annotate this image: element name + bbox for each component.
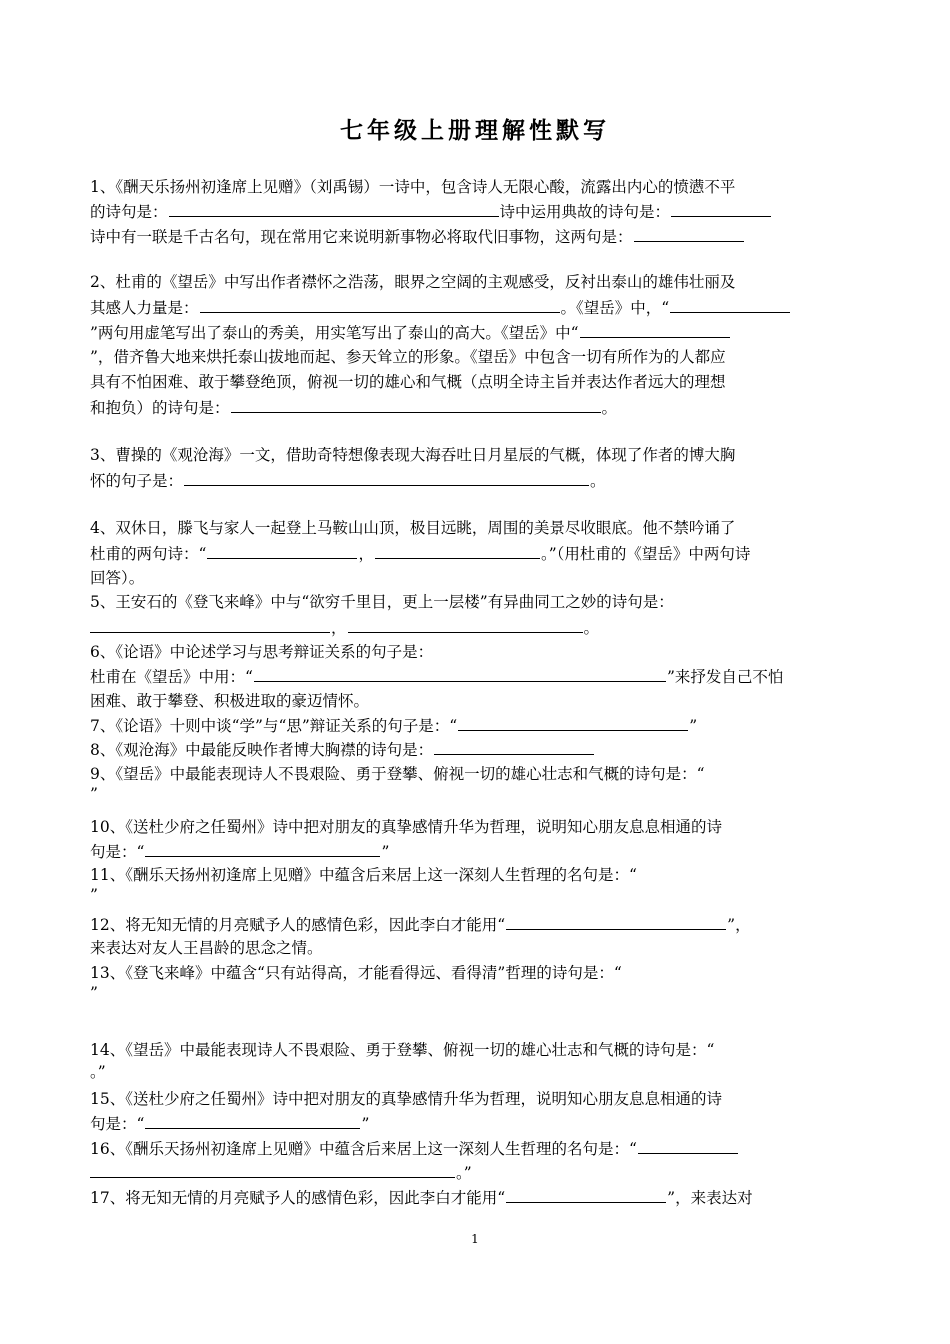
answer-blank[interactable]: [90, 615, 330, 633]
q5-text: ，: [331, 619, 347, 637]
q2-text: ”两句用虚笔写出了泰山的秀美，用实笔写出了泰山的高大。《望岳》中“: [90, 324, 579, 342]
q6-text: ”来抒发自己不怕: [666, 668, 784, 686]
answer-blank[interactable]: [671, 199, 771, 217]
q14-line-2: 。”: [90, 1063, 106, 1081]
q8-line: [90, 737, 860, 761]
q7-text: ”: [689, 717, 698, 735]
q2-line-6: [90, 395, 860, 419]
q12-text: 12、将无知无情的月亮赋予人的感情色彩，因此李白才能用“: [90, 916, 506, 934]
q11-line-2: ”: [90, 886, 98, 904]
q3-line-1: 3、曹操的《观沧海》一文，借助奇特想像表现大海吞吐日月星辰的气概，体现了作者的博大胸: [90, 446, 736, 464]
q2-text: 其感人力量是：: [90, 299, 199, 317]
answer-blank[interactable]: [145, 1111, 360, 1129]
answer-blank[interactable]: [638, 1136, 738, 1154]
answer-blank[interactable]: [207, 541, 357, 559]
q5-text: 。: [583, 619, 600, 637]
q10-text: ”: [381, 843, 390, 861]
q2-text: 。《望岳》中，“: [560, 299, 670, 317]
answer-blank[interactable]: [145, 839, 380, 857]
q1-text: 的诗句是：: [90, 203, 168, 221]
q17-text: 17、将无知无情的月亮赋予人的感情色彩，因此李白才能用“: [90, 1189, 506, 1207]
answer-blank[interactable]: [254, 664, 666, 682]
q14-line-1: 14、《望岳》中最能表现诗人不畏艰险、勇于登攀、俯视一切的雄心壮志和气概的诗句是：“: [90, 1041, 715, 1059]
answer-blank[interactable]: [348, 615, 583, 633]
q1-line-1: 1、《酬天乐扬州初逢席上见赠》（刘禹锡）一诗中，包含诗人无限心酸，流露出内心的愤懑不平: [90, 178, 736, 196]
q16-line-2: [90, 1160, 860, 1184]
q3-text: 。: [590, 472, 606, 490]
q7-text: 7、《论语》十则中谈“学”与“思”辩证关系的句子是：“: [90, 717, 458, 735]
answer-blank[interactable]: [90, 1160, 455, 1178]
q11-line-1: 11、《酬乐天扬州初逢席上见赠》中蕴含后来居上这一深刻人生哲理的名句是：“: [90, 866, 637, 884]
q9-line-1: 9、《望岳》中最能表现诗人不畏艰险、勇于登攀、俯视一切的雄心壮志和气概的诗句是：“: [90, 765, 705, 783]
q10-text: 句是：“: [90, 843, 145, 861]
q17-text: ”，来表达对: [667, 1189, 753, 1207]
answer-blank[interactable]: [634, 224, 744, 242]
q16-text: 16、《酬乐天扬州初逢席上见赠》中蕴含后来居上这一深刻人生哲理的名句是：“: [90, 1140, 637, 1158]
q1-text: 诗中有一联是千古名句，现在常用它来说明新事物必将取代旧事物，这两句是：: [90, 228, 633, 246]
q5-line-2: [90, 615, 860, 639]
q15-text: ”: [361, 1115, 370, 1133]
answer-blank[interactable]: [506, 912, 726, 930]
q6-text: 杜甫在《望岳》中用：“: [90, 668, 253, 686]
q2-line-3: [90, 320, 860, 344]
q10-line-2: [90, 839, 860, 863]
q4-text: 杜甫的两句诗：“: [90, 545, 207, 563]
q1-text: 诗中运用典故的诗句是：: [499, 203, 671, 221]
q2-line-2: [90, 295, 860, 319]
q1-line-2: [90, 199, 860, 223]
answer-blank[interactable]: [506, 1185, 666, 1203]
q1-line-3: [90, 224, 860, 248]
q2-text: 。: [601, 399, 618, 417]
q17-line-1: [90, 1185, 860, 1209]
q2-line-4: ”，借齐鲁大地来烘托泰山拔地而起、参天耸立的形象。《望岳》中包含一切有所作为的人都应: [90, 348, 726, 366]
q15-line-1: 15、《送杜少府之任蜀州》诗中把对朋友的真挚感情升华为哲理，说明知心朋友息息相通的诗: [90, 1090, 722, 1108]
q8-text: 8、《观沧海》中最能反映作者博大胸襟的诗句是：: [90, 741, 434, 759]
q16-text: 。”: [456, 1164, 472, 1182]
q13-line-1: 13、《登飞来峰》中蕴含“只有站得高，才能看得远、看得清”哲理的诗句是：“: [90, 964, 622, 982]
answer-blank[interactable]: [169, 199, 499, 217]
q6-line-2: [90, 664, 860, 688]
q15-text: 句是：“: [90, 1115, 145, 1133]
q10-line-1: 10、《送杜少府之任蜀州》诗中把对朋友的真挚感情升华为哲理，说明知心朋友息息相通的诗: [90, 818, 722, 836]
q2-line-5: 具有不怕困难、敢于攀登绝顶，俯视一切的雄心和气概（点明全诗主旨并表达作者远大的理想: [90, 373, 726, 391]
q3-line-2: [90, 468, 860, 492]
q12-text: ”，: [727, 916, 751, 934]
q4-line-3: 回答）。: [90, 569, 145, 587]
answer-blank[interactable]: [184, 468, 589, 486]
q2-line-1: 2、杜甫的《望岳》中写出作者襟怀之浩荡，眼界之空阔的主观感受，反衬出泰山的雄伟壮丽及: [90, 273, 736, 291]
page-number: 1: [471, 1232, 479, 1246]
q12-line-1: [90, 912, 860, 936]
answer-blank[interactable]: [434, 737, 594, 755]
q4-text: 。”（用杜甫的《望岳》中两句诗: [540, 545, 751, 563]
q3-text: 怀的句子是：: [90, 472, 184, 490]
q16-line-1: [90, 1136, 860, 1160]
q4-text: ，: [358, 545, 374, 563]
answer-blank[interactable]: [670, 295, 790, 313]
q6-line-1: 6、《论语》中论述学习与思考辩证关系的句子是：: [90, 643, 434, 661]
q4-line-1: 4、双休日，滕飞与家人一起登上马鞍山山顶，极目远眺，周围的美景尽收眼底。他不禁吟诵了: [90, 519, 736, 537]
q4-line-2: [90, 541, 860, 565]
answer-blank[interactable]: [231, 395, 601, 413]
q7-line: [90, 713, 860, 737]
q9-line-2: ”: [90, 785, 98, 803]
answer-blank[interactable]: [375, 541, 540, 559]
answer-blank[interactable]: [200, 295, 560, 313]
q2-text: 和抱负）的诗句是：: [90, 399, 230, 417]
answer-blank[interactable]: [580, 320, 730, 338]
page-title: 七年级上册理解性默写: [340, 117, 610, 144]
q5-line-1: 5、王安石的《登飞来峰》中与“欲穷千里目，更上一层楼”有异曲同工之妙的诗句是：: [90, 593, 674, 611]
answer-blank[interactable]: [458, 713, 688, 731]
q13-line-2: ”: [90, 984, 98, 1002]
q15-line-2: [90, 1111, 860, 1135]
q6-line-3: 困难、敢于攀登、积极进取的豪迈情怀。: [90, 692, 370, 710]
q12-line-2: 来表达对友人王昌龄的思念之情。: [90, 939, 323, 957]
